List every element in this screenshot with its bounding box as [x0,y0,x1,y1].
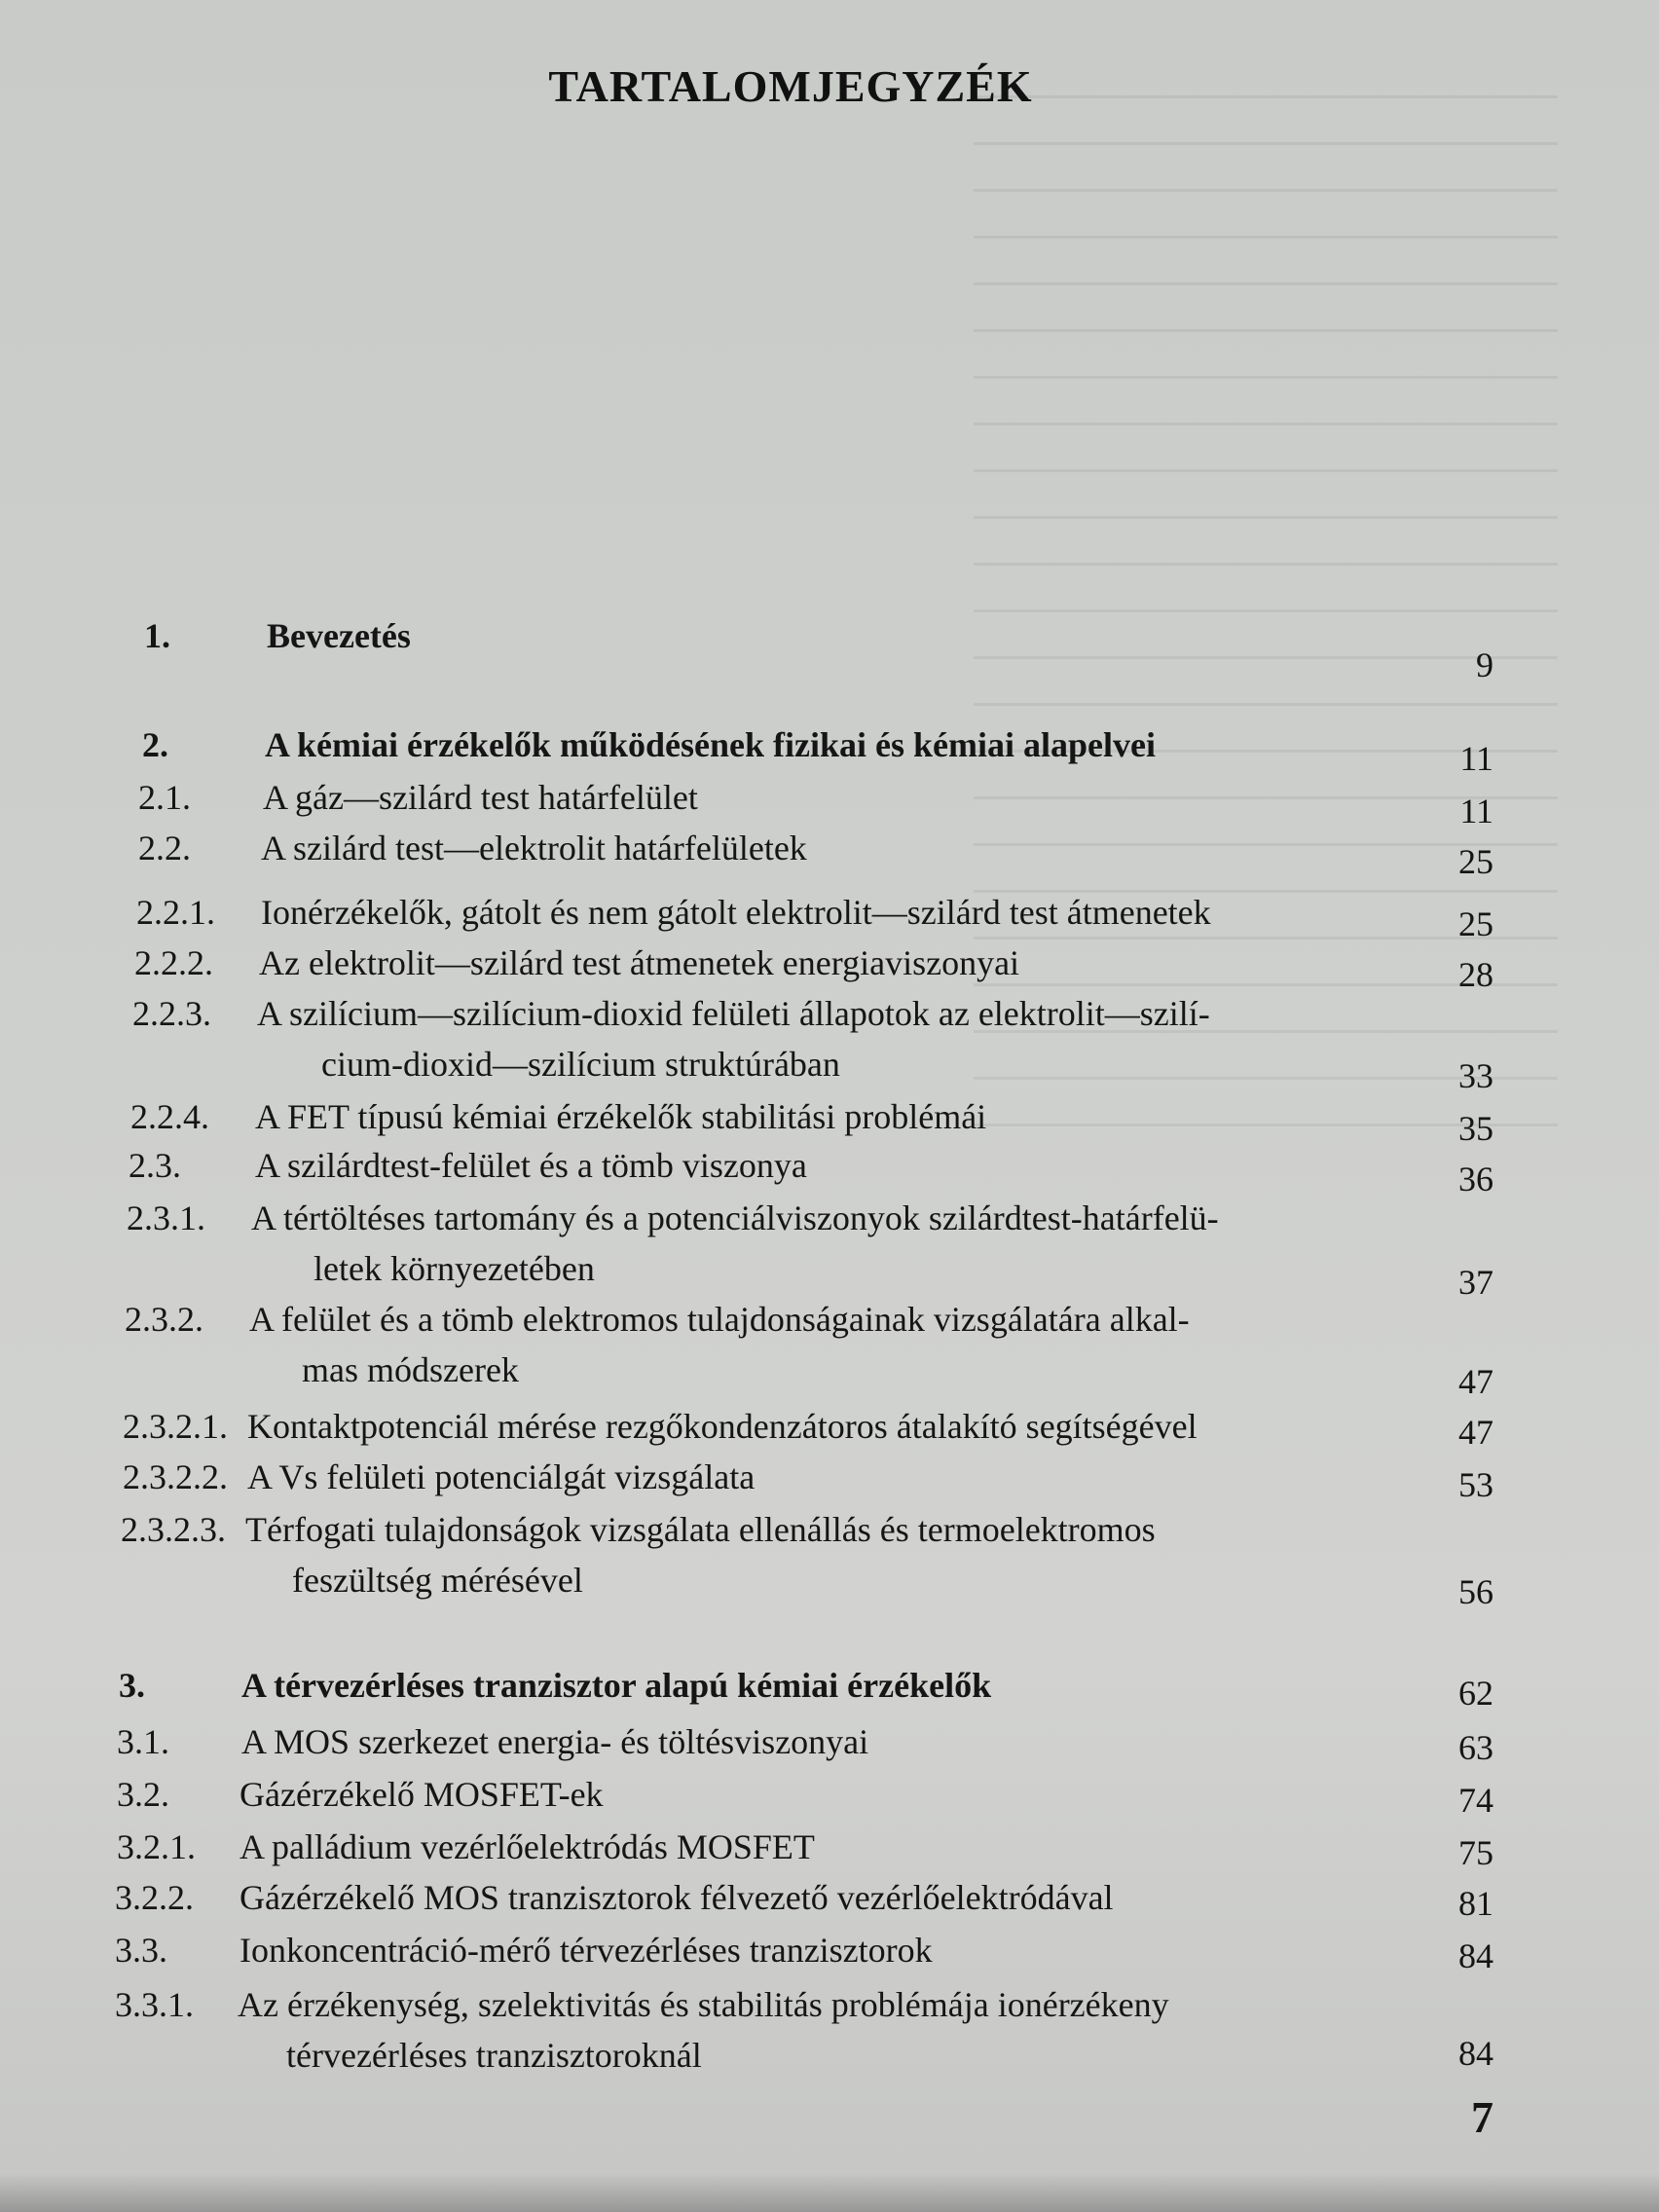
toc-entry-number: 2.2.4. [130,1097,209,1136]
toc-entry-page: 28 [1458,955,1493,994]
toc-entry-page: 33 [1458,1056,1493,1095]
toc-entry-number: 3.2.2. [115,1878,194,1917]
toc-entry-page: 36 [1458,1160,1493,1198]
toc-entry-title: A szilárdtest-felület és a tömb viszonya [255,1146,807,1185]
toc-entry-title: A gáz—szilárd test határfelület [263,778,698,817]
toc-entry-page: 63 [1458,1728,1493,1767]
toc-entry-page: 84 [1458,2034,1493,2073]
toc-entry-page: 74 [1458,1781,1493,1820]
toc-entry-title: Térfogati tulajdonságok vizsgálata ellenállás és termoelektromos [245,1510,1156,1549]
toc-entry-title-continued: letek környezetében [313,1249,595,1288]
toc-entry-number: 2.3.1. [127,1198,205,1237]
toc-entry-page: 11 [1459,739,1493,778]
toc-entry-title: A FET típusú kémiai érzékelők stabilitási problémái [255,1097,987,1136]
toc-entry-title: A tértöltéses tartomány és a potenciálviszonyok szilárdtest-határfelü- [251,1198,1219,1237]
toc-entry-number: 3. [119,1666,145,1705]
toc-entry-title: A szilárd test—elektrolit határfelületek [261,829,807,867]
toc-entry-number: 2.3.2. [125,1300,203,1339]
toc-entry-number: 3.2.1. [117,1827,196,1866]
toc-entry-page: 56 [1458,1572,1493,1611]
toc-entry-page: 25 [1458,842,1493,881]
toc-entry-number: 2.3. [129,1146,181,1185]
toc-entry-title-continued: térvezérléses tranzisztoroknál [286,2036,702,2075]
toc-entry-title-continued: cium-dioxid—szilícium struktúrában [321,1045,840,1084]
toc-entry-number: 2. [142,725,168,764]
toc-entry-number: 3.3. [115,1931,167,1970]
toc-entry-title: A kémiai érzékelők működésének fizikai és kémiai alapelvei [265,725,1156,764]
toc-entry-title: A palládium vezérlőelektródás MOSFET [240,1827,815,1866]
toc-entry-page: 11 [1459,792,1493,830]
page-number: 7 [1471,2092,1493,2142]
toc-entry-page: 53 [1458,1465,1493,1504]
toc-entry-title: Ionérzékelők, gátolt és nem gátolt elektrolit—szilárd test átmenetek [261,893,1211,932]
toc-entry-number: 3.3.1. [115,1985,194,2024]
toc-entry-number: 3.2. [117,1775,169,1814]
toc-entry-title: Az érzékenység, szelektivitás és stabilitás problémája ionérzékeny [238,1985,1169,2024]
toc-entry-number: 1. [144,616,170,655]
toc-entry-page: 47 [1458,1362,1493,1401]
toc-entry-page: 9 [1476,645,1493,684]
toc-entry-page: 84 [1458,1936,1493,1975]
toc-entry-page: 62 [1458,1674,1493,1713]
toc-entry-number: 2.2. [138,829,191,867]
toc-entry-page: 81 [1458,1884,1493,1923]
toc-entry-title: A Vs felületi potenciálgát vizsgálata [247,1457,756,1496]
toc-entry-title-continued: mas módszerek [302,1350,519,1389]
toc-entry-number: 2.1. [138,778,191,817]
toc-entry-title: A térvezérléses tranzisztor alapú kémiai érzékelők [241,1666,992,1705]
toc-entry-title: Bevezetés [267,616,411,655]
toc-entry-title: Gázérzékelő MOSFET-ek [240,1775,604,1814]
toc-entry-title: Az elektrolit—szilárd test átmenetek energiaviszonyai [259,943,1020,982]
toc-entry-title: Ionkoncentráció-mérő térvezérléses tranzisztorok [240,1931,933,1970]
toc-entry-number: 2.2.2. [134,943,213,982]
toc-entry-title: A felület és a tömb elektromos tulajdonságainak vizsgálatára alkal- [249,1300,1190,1339]
toc-entry-number: 3.1. [117,1722,169,1761]
toc-entry-page: 47 [1458,1413,1493,1452]
toc-entry-number: 2.3.2.1. [123,1407,228,1446]
toc-entry-number: 2.3.2.3. [121,1510,226,1549]
toc-entry-number: 2.2.3. [132,994,211,1033]
page-title-text: TARTALOMJEGYZÉK [548,61,1033,111]
toc-entry-title: A szilícium—szilícium-dioxid felületi állapotok az elektrolit—szilí- [257,994,1210,1033]
toc-entry-title-continued: feszültség mérésével [292,1561,583,1600]
toc-entry-page: 75 [1458,1833,1493,1872]
page-edge-shadow [0,2173,1659,2212]
toc-entry-page: 37 [1458,1263,1493,1302]
toc-entry-title: Kontaktpotenciál mérése rezgőkondenzátoros átalakító segítségével [247,1407,1198,1446]
toc-entry-number: 2.2.1. [136,893,215,932]
toc-entry-number: 2.3.2.2. [123,1457,228,1496]
toc-entry-page: 35 [1458,1109,1493,1148]
toc-entry-title: Gázérzékelő MOS tranzisztorok félvezető vezérlőelektródával [240,1878,1114,1917]
toc-entry-page: 25 [1458,904,1493,943]
toc-entry-title: A MOS szerkezet energia- és töltésviszonyai [241,1722,869,1761]
